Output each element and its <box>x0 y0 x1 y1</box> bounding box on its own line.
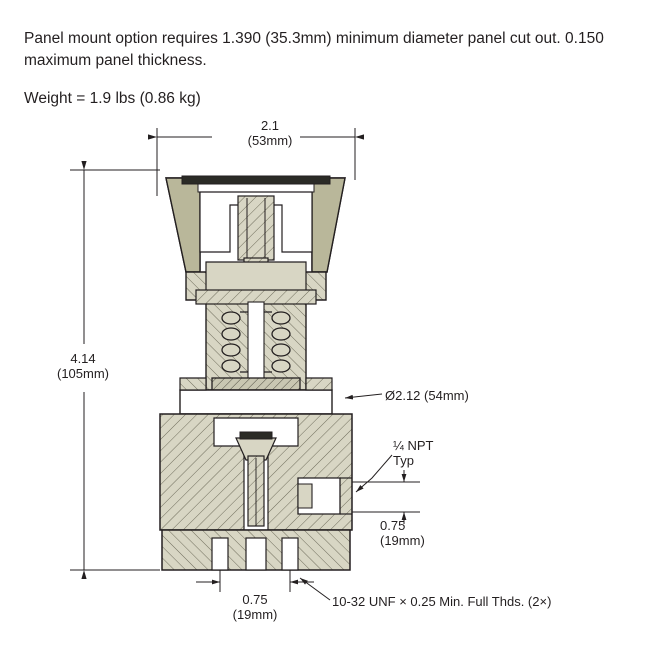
dim-top-width: 2.1 (53mm) <box>247 118 293 148</box>
dim-overall-height: 4.14 (105mm) <box>56 351 109 381</box>
dim-body-diameter: Ø2.12 (54mm) <box>385 388 469 403</box>
valve-body <box>160 378 352 570</box>
dim-bottom-hole-spacing: 0.75 (19mm) <box>232 592 278 622</box>
bonnet-spring-housing <box>186 262 326 390</box>
dim-port-thread: ¼ NPT Typ <box>393 438 434 468</box>
dim-mounting-thread: 10-32 UNF × 0.25 Min. Full Thds. (2×) <box>332 594 552 609</box>
dim-port-offset: 0.75 (19mm) <box>380 518 425 548</box>
note-weight: Weight = 1.9 lbs (0.86 kg) <box>24 90 201 107</box>
note-panel-mount: Panel mount option requires 1.390 (35.3mm) minimum diameter panel cut out. 0.150 maximum panel thickness. <box>24 30 609 69</box>
